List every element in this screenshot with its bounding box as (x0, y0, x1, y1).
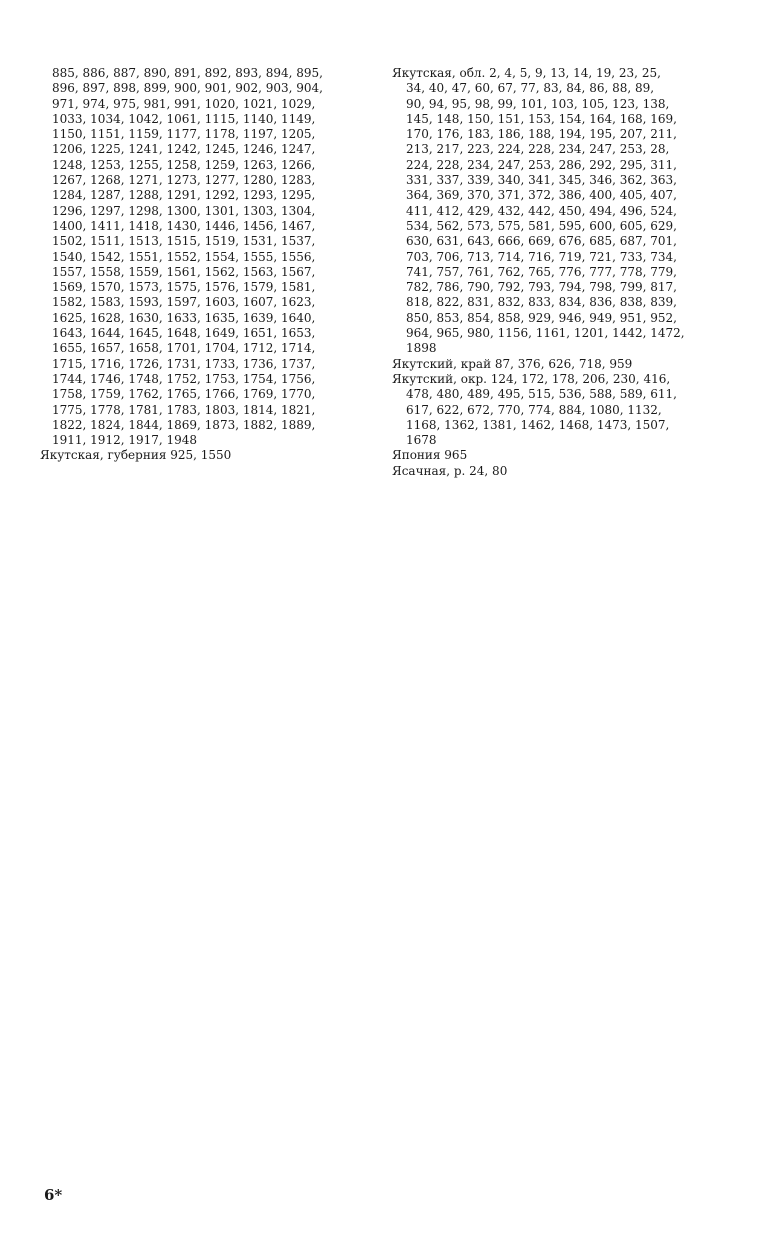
index-entry (40, 448, 370, 463)
index-entry (392, 66, 720, 357)
entry-heading: Якутская, обл. 2, 4, 5, 9, 13, 14, 19, 23, 25, (392, 66, 661, 80)
index-entry (392, 448, 720, 463)
entry-heading: Якутский, край 87, 376, 626, 718, 959 (392, 356, 633, 371)
index-entry (392, 464, 720, 479)
continued-entry-numbers: 885, 886, 887, 890, 891, 892, 893, 894, 895, 896, 897, 898, 899, 900, 901, 902, 903, 904, 971, 974, 975, 981, 991, 1020, 1021, 1029, 1033, 1034, 1042, 1061, 1115, 1140, 1149, 1150, 1151, 1159, 1177, 1178, 1197, 1205, 1206, 1225, 1241, 1242, 1245, 1246, 1247, 1248, 1253, 1255, 1258, 1259, 1263, 1266, 1267, 1268, 1271, 1273, 1277, 1280, 1283, 1284, 1287, 1288, 1291, 1292, 1293, 1295, 1296, 1297, 1298, 1300, 1301, 1303, 1304, 1400, 1411, 1418, 1430, 1446, 1456, 1467, 1502, 1511, 1513, 1515, 1519, 1531, 1537, 1540, 1542, 1551, 1552, 1554, 1555, 1556, 1557, 1558, 1559, 1561, 1562, 1563, 1567, 1569, 1570, 1573, 1575, 1576, 1579, 1581, 1582, 1583, 1593, 1597, 1603, 1607, 1623, 1625, 1628, 1630, 1633, 1635, 1639, 1640, 1643, 1644, 1645, 1648, 1649, 1651, 1653, 1655, 1657, 1658, 1701, 1704, 1712, 1714, 1715, 1716, 1726, 1731, 1733, 1736, 1737, 1744, 1746, 1748, 1752, 1753, 1754, 1756, 1758, 1759, 1762, 1765, 1766, 1769, 1770, 1775, 1778, 1781, 1783, 1803, 1814, 1821, 1822, 1824, 1844, 1869, 1873, 1882, 1889, 1911, 1912, 1917, 1948 (52, 66, 323, 448)
signature-mark: 6* (44, 1186, 63, 1204)
entry-heading: Япония 965 (392, 448, 468, 463)
entry-heading: Ясачная, р. 24, 80 (392, 463, 508, 478)
index-entry (392, 372, 720, 448)
entry-heading: Якутский, окр. 124, 172, 178, 206, 230, 416, (392, 371, 671, 386)
index-column-right (392, 66, 720, 479)
entry-heading: Якутская, губерния 925, 1550 (40, 448, 232, 463)
entry-continuation: 478, 480, 489, 495, 515, 536, 588, 589, 611, 617, 622, 672, 770, 774, 884, 1080, 1132, 1168, 1362, 1381, 1462, 1468, 1473, 1507, 1678 (406, 387, 677, 448)
entry-continuation: 34, 40, 47, 60, 67, 77, 83, 84, 86, 88, 89, 90, 94, 95, 98, 99, 101, 103, 105, 123, 138, 145, 148, 150, 151, 153, 154, 164, 168, 169, 170, 176, 183, 186, 188, 194, 195, 207, 211, 213, 217, 223, 224, 228, 234, 247, 253, 28, 224, 228, 234, 247, 253, 286, 292, 295, 311, 331, 337, 339, 340, 341, 345, 346, 362, 363, 364, 369, 370, 371, 372, 386, 400, 405, 407, 411, 412, 429, 432, 442, 450, 494, 496, 524, 534, 562, 573, 575, 581, 595, 600, 605, 629, 630, 631, 643, 666, 669, 676, 685, 687, 701, 703, 706, 713, 714, 716, 719, 721, 733, 734, 741, 757, 761, 762, 765, 776, 777, 778, 779, 782, 786, 790, 792, 793, 794, 798, 799, 817, 818, 822, 831, 832, 833, 834, 836, 838, 839, 850, 853, 854, 858, 929, 946, 949, 951, 952, 964, 965, 980, 1156, 1161, 1201, 1442, 1472, 1898 (406, 81, 685, 356)
index-column-left (40, 66, 370, 464)
index-entry (392, 357, 720, 372)
